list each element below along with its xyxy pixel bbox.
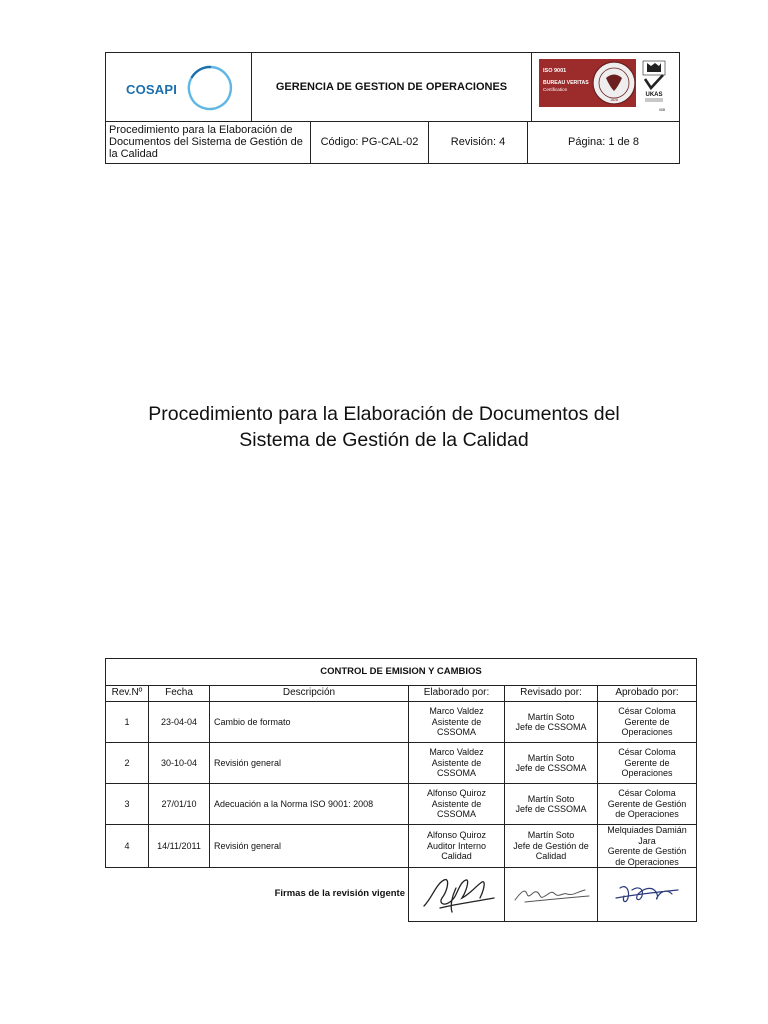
name-line: Marco Valdez — [429, 706, 484, 717]
role-line: Gerente de Gestión — [607, 798, 687, 809]
name-line: Martín Soto — [527, 793, 575, 804]
bv-sub: Certification — [543, 87, 568, 92]
rev-cell: 2 — [106, 743, 149, 784]
prepared-cell — [409, 743, 505, 784]
prepared-signature — [409, 868, 505, 922]
column-header: Revisado por: — [505, 686, 598, 702]
role-line: Asistente de — [431, 757, 482, 768]
role-line: Operaciones — [621, 727, 673, 738]
name-line: Alfonso Quiroz — [426, 788, 487, 799]
signature-row — [106, 868, 697, 922]
role-line: Calidad — [535, 851, 567, 862]
role-line: Gerente de — [624, 716, 670, 727]
role-line: Asistente de — [431, 716, 482, 727]
name-line: Jara — [638, 835, 656, 846]
role-line: Operaciones — [621, 768, 673, 779]
rev-cell: 3 — [106, 784, 149, 825]
header-info-row — [106, 121, 679, 163]
certification-logos — [532, 53, 679, 121]
bureau-veritas-iso-icon — [532, 53, 679, 121]
seal-year: 1828 — [610, 98, 618, 102]
date-cell: 27/01/10 — [149, 784, 210, 825]
logo-text: COSAPI — [126, 82, 178, 97]
prepared-cell — [409, 702, 505, 743]
document-title-line-2: Sistema de Gestión de la Calidad — [239, 429, 529, 451]
name-line: Martín Soto — [527, 752, 575, 763]
role-line: Jefe de CSSOMA — [515, 804, 587, 814]
date-cell: 30-10-04 — [149, 743, 210, 784]
column-header: Elaborado por: — [409, 686, 505, 702]
role-line: Gerente de — [624, 757, 670, 768]
description-cell: Revisión general — [210, 825, 409, 868]
name-line: César Coloma — [618, 747, 676, 758]
name-line: César Coloma — [618, 706, 676, 717]
header-top-row — [106, 53, 679, 122]
rev-cell: 4 — [106, 825, 149, 868]
approved-cell — [598, 784, 697, 825]
role-line: Auditor Interno — [426, 840, 487, 851]
name-line: Martín Soto — [527, 830, 575, 841]
document-code: Código: PG-CAL-02 — [311, 121, 429, 163]
name-line: Melquiades Damián — [607, 825, 687, 835]
document-title-line-1: Procedimiento para la Elaboración de Documentos del — [148, 403, 620, 425]
ukas-code: 008 — [659, 108, 665, 112]
column-header: Aprobado por: — [598, 686, 697, 702]
role-line: de Operaciones — [615, 856, 679, 867]
bv-label: BUREAU VERITAS — [543, 80, 589, 86]
table-title: CONTROL DE EMISION Y CAMBIOS — [106, 659, 697, 686]
reviewed-cell — [505, 743, 598, 784]
table-header-row — [106, 686, 697, 702]
signatures-label: Firmas de la revisión vigente — [210, 868, 409, 922]
procedure-name: Procedimiento para la Elaboración de Documentos del Sistema de Gestión de la Calidad — [106, 121, 311, 163]
document-title — [60, 401, 708, 453]
role-line: CSSOMA — [436, 768, 476, 779]
role-line: Jefe de Gestión de — [513, 840, 589, 851]
rev-cell: 1 — [106, 702, 149, 743]
description-cell: Adecuación a la Norma ISO 9001: 2008 — [210, 784, 409, 825]
table-row — [106, 825, 697, 868]
role-line: Gerente de Gestión — [607, 846, 687, 856]
table-row — [106, 702, 697, 743]
role-line: de Operaciones — [615, 809, 679, 820]
role-line: Calidad — [441, 851, 472, 862]
reviewed-cell — [505, 825, 598, 868]
date-cell: 14/11/2011 — [149, 825, 210, 868]
name-line: César Coloma — [618, 788, 676, 799]
column-header: Descripción — [210, 686, 409, 702]
date-cell: 23-04-04 — [149, 702, 210, 743]
reviewed-cell — [505, 702, 598, 743]
approved-signature — [598, 868, 697, 922]
column-header: Fecha — [149, 686, 210, 702]
role-line: CSSOMA — [436, 727, 476, 738]
table-row — [106, 743, 697, 784]
role-line: Jefe de CSSOMA — [515, 722, 587, 732]
company-logo — [106, 53, 252, 121]
description-cell: Cambio de formato — [210, 702, 409, 743]
change-control-table — [105, 658, 697, 922]
department-title: GERENCIA DE GESTION DE OPERACIONES — [252, 53, 532, 121]
approved-cell — [598, 743, 697, 784]
ukas-icon — [643, 61, 665, 112]
signature-icon — [598, 868, 696, 918]
logo-ring-icon — [184, 63, 236, 113]
description-cell: Revisión general — [210, 743, 409, 784]
name-line: Alfonso Quiroz — [426, 830, 487, 841]
approved-cell — [598, 702, 697, 743]
document-header — [105, 52, 680, 164]
prepared-cell — [409, 825, 505, 868]
ukas-label: UKAS — [645, 92, 663, 98]
revision-number: Revisión: 4 — [429, 121, 528, 163]
role-line: Asistente de — [431, 798, 482, 809]
role-line: CSSOMA — [436, 809, 476, 820]
signature-icon — [410, 868, 504, 918]
iso-label: ISO 9001 — [543, 68, 567, 74]
name-line: Martín Soto — [527, 711, 575, 722]
reviewed-signature — [505, 868, 598, 922]
reviewed-cell — [505, 784, 598, 825]
role-line: Jefe de CSSOMA — [515, 763, 587, 773]
name-line: Marco Valdez — [429, 747, 484, 758]
column-header: Rev.Nº — [106, 686, 149, 702]
signature-icon — [505, 868, 597, 918]
table-row — [106, 784, 697, 825]
approved-cell — [598, 825, 697, 868]
prepared-cell — [409, 784, 505, 825]
page-number: Página: 1 de 8 — [568, 136, 639, 148]
